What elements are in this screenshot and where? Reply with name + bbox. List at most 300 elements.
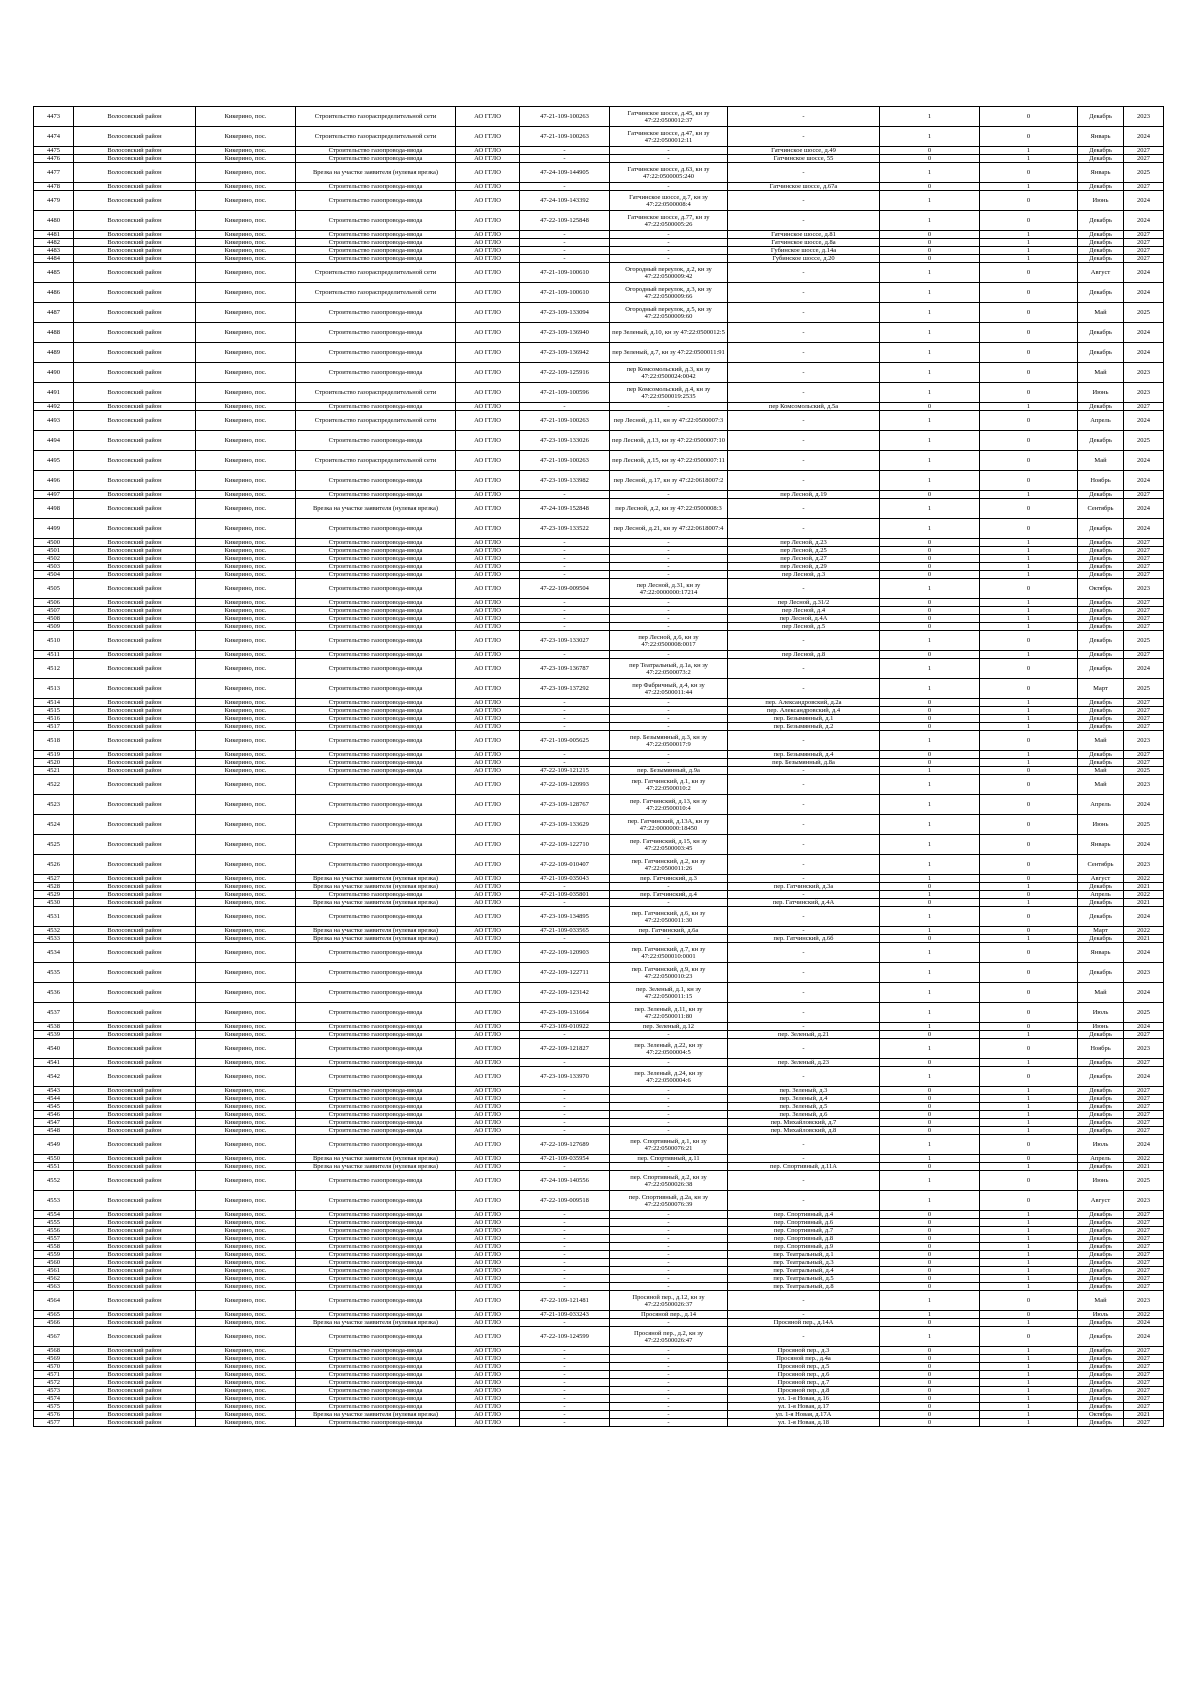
count-done-cell: 1 <box>880 127 980 147</box>
contract-number-cell: 47-22-109-124599 <box>520 1327 610 1347</box>
year-cell: 2024 <box>1124 1327 1164 1347</box>
count-planned-cell: 1 <box>980 699 1078 707</box>
work-type-cell: Строительство газопровода-ввода <box>296 1347 456 1355</box>
table-row <box>34 775 1164 795</box>
count-done-cell: 1 <box>880 1155 980 1163</box>
address-cell: пер. Гатчинский, д.3а <box>728 883 880 891</box>
organization-cell: АО ГГЛО <box>456 1127 520 1135</box>
count-done-cell: 0 <box>880 1387 980 1395</box>
table-row <box>34 547 1164 555</box>
organization-cell: АО ГГЛО <box>456 571 520 579</box>
district-cell: Волосовский район <box>74 855 196 875</box>
count-done-cell: 0 <box>880 707 980 715</box>
settlement-cell: Кикерино, пос. <box>196 191 296 211</box>
row-number: 4485 <box>34 263 74 283</box>
work-type-cell: Строительство газопровода-ввода <box>296 1311 456 1319</box>
contract-number-cell: - <box>520 491 610 499</box>
cadastral-address-cell: - <box>610 1127 728 1135</box>
district-cell: Волосовский район <box>74 1347 196 1355</box>
district-cell: Волосовский район <box>74 815 196 835</box>
address-cell: - <box>728 835 880 855</box>
organization-cell: АО ГГЛО <box>456 147 520 155</box>
month-cell: Декабрь <box>1078 659 1124 679</box>
district-cell: Волосовский район <box>74 563 196 571</box>
count-planned-cell: 1 <box>980 403 1078 411</box>
settlement-cell: Кикерино, пос. <box>196 1275 296 1283</box>
year-cell: 2021 <box>1124 883 1164 891</box>
work-type-cell: Строительство газопровода-ввода <box>296 1031 456 1039</box>
cadastral-address-cell: Просяной пер., д.14 <box>610 1311 728 1319</box>
district-cell: Волосовский район <box>74 1371 196 1379</box>
district-cell: Волосовский район <box>74 571 196 579</box>
table-row <box>34 1291 1164 1311</box>
count-done-cell: 0 <box>880 899 980 907</box>
contract-number-cell: - <box>520 707 610 715</box>
settlement-cell: Кикерино, пос. <box>196 1119 296 1127</box>
organization-cell: АО ГГЛО <box>456 1291 520 1311</box>
cadastral-address-cell: Гатчинское шоссе, д.47, кн зу 47:22:0500012:11 <box>610 127 728 147</box>
settlement-cell: Кикерино, пос. <box>196 907 296 927</box>
address-cell: - <box>728 303 880 323</box>
work-type-cell: Строительство газораспределительной сети <box>296 451 456 471</box>
table-row <box>34 1243 1164 1251</box>
count-done-cell: 0 <box>880 1111 980 1119</box>
work-type-cell: Строительство газопровода-ввода <box>296 659 456 679</box>
table-row <box>34 927 1164 935</box>
month-cell: Декабрь <box>1078 183 1124 191</box>
district-cell: Волосовский район <box>74 1211 196 1219</box>
year-cell: 2027 <box>1124 1103 1164 1111</box>
row-number: 4484 <box>34 255 74 263</box>
contract-number-cell: 47-21-109-100263 <box>520 451 610 471</box>
count-planned-cell: 0 <box>980 1291 1078 1311</box>
organization-cell: АО ГГЛО <box>456 155 520 163</box>
count-planned-cell: 1 <box>980 1371 1078 1379</box>
district-cell: Волосовский район <box>74 1103 196 1111</box>
settlement-cell: Кикерино, пос. <box>196 499 296 519</box>
month-cell: Декабрь <box>1078 107 1124 127</box>
year-cell: 2024 <box>1124 323 1164 343</box>
organization-cell: АО ГГЛО <box>456 191 520 211</box>
month-cell: Декабрь <box>1078 1031 1124 1039</box>
contract-number-cell: 47-22-109-121827 <box>520 1039 610 1059</box>
table-row <box>34 1031 1164 1039</box>
organization-cell: АО ГГЛО <box>456 1023 520 1031</box>
year-cell: 2027 <box>1124 1059 1164 1067</box>
count-planned-cell: 1 <box>980 571 1078 579</box>
contract-number-cell: 47-23-109-136787 <box>520 659 610 679</box>
cadastral-address-cell: Гатчинское шоссе, д.63, кн зу 47:22:0500005:240 <box>610 163 728 183</box>
month-cell: Июль <box>1078 1135 1124 1155</box>
address-cell: - <box>728 1171 880 1191</box>
cadastral-address-cell: - <box>610 1163 728 1171</box>
contract-number-cell: - <box>520 539 610 547</box>
contract-number-cell: - <box>520 1103 610 1111</box>
row-number: 4514 <box>34 699 74 707</box>
contract-number-cell: 47-23-109-133982 <box>520 471 610 491</box>
table-row <box>34 1251 1164 1259</box>
work-type-cell: Строительство газопровода-ввода <box>296 1283 456 1291</box>
count-planned-cell: 0 <box>980 1067 1078 1087</box>
address-cell: пер. Спортивный, д.4 <box>728 1211 880 1219</box>
count-planned-cell: 1 <box>980 1283 1078 1291</box>
count-done-cell: 0 <box>880 231 980 239</box>
settlement-cell: Кикерино, пос. <box>196 1023 296 1031</box>
district-cell: Волосовский район <box>74 1067 196 1087</box>
cadastral-address-cell: - <box>610 651 728 659</box>
count-done-cell: 1 <box>880 431 980 451</box>
work-type-cell: Строительство газопровода-ввода <box>296 539 456 547</box>
year-cell: 2021 <box>1124 899 1164 907</box>
organization-cell: АО ГГЛО <box>456 963 520 983</box>
month-cell: Декабрь <box>1078 1319 1124 1327</box>
district-cell: Волосовский район <box>74 183 196 191</box>
cadastral-address-cell: - <box>610 1419 728 1427</box>
table-row <box>34 1227 1164 1235</box>
row-number: 4475 <box>34 147 74 155</box>
row-number: 4566 <box>34 1319 74 1327</box>
month-cell: Декабрь <box>1078 283 1124 303</box>
count-done-cell: 0 <box>880 1127 980 1135</box>
work-type-cell: Строительство газопровода-ввода <box>296 1363 456 1371</box>
district-cell: Волосовский район <box>74 1363 196 1371</box>
contract-number-cell: 47-23-109-133026 <box>520 431 610 451</box>
year-cell: 2027 <box>1124 231 1164 239</box>
settlement-cell: Кикерино, пос. <box>196 659 296 679</box>
district-cell: Волосовский район <box>74 731 196 751</box>
month-cell: Март <box>1078 679 1124 699</box>
address-cell: Гатчинское шоссе, д.8а <box>728 239 880 247</box>
row-number: 4556 <box>34 1227 74 1235</box>
organization-cell: АО ГГЛО <box>456 1411 520 1419</box>
address-cell: пер. Зеленый, д.3 <box>728 1087 880 1095</box>
month-cell: Декабрь <box>1078 211 1124 231</box>
work-type-cell: Строительство газопровода-ввода <box>296 343 456 363</box>
address-cell: - <box>728 855 880 875</box>
year-cell: 2027 <box>1124 699 1164 707</box>
district-cell: Волосовский район <box>74 1119 196 1127</box>
month-cell: Декабрь <box>1078 1095 1124 1103</box>
settlement-cell: Кикерино, пос. <box>196 383 296 403</box>
count-planned-cell: 1 <box>980 491 1078 499</box>
count-planned-cell: 0 <box>980 431 1078 451</box>
address-cell: - <box>728 943 880 963</box>
year-cell: 2024 <box>1124 451 1164 471</box>
contract-number-cell: 47-24-109-140556 <box>520 1171 610 1191</box>
address-cell: Просяной пер., д.8 <box>728 1387 880 1395</box>
row-number: 4532 <box>34 927 74 935</box>
year-cell: 2027 <box>1124 239 1164 247</box>
settlement-cell: Кикерино, пос. <box>196 579 296 599</box>
cadastral-address-cell: - <box>610 723 728 731</box>
month-cell: Декабрь <box>1078 1067 1124 1087</box>
count-done-cell: 0 <box>880 547 980 555</box>
contract-number-cell: - <box>520 1395 610 1403</box>
cadastral-address-cell: - <box>610 1087 728 1095</box>
count-planned-cell: 1 <box>980 1267 1078 1275</box>
address-cell: - <box>728 451 880 471</box>
work-type-cell: Строительство газопровода-ввода <box>296 231 456 239</box>
cadastral-address-cell: пер. Гатчинский, д.2, кн зу 47:22:0500011:26 <box>610 855 728 875</box>
table-row <box>34 875 1164 883</box>
month-cell: Декабрь <box>1078 1163 1124 1171</box>
year-cell: 2025 <box>1124 431 1164 451</box>
year-cell: 2024 <box>1124 983 1164 1003</box>
count-planned-cell: 0 <box>980 659 1078 679</box>
count-planned-cell: 0 <box>980 927 1078 935</box>
year-cell: 2027 <box>1124 1211 1164 1219</box>
work-type-cell: Строительство газопровода-ввода <box>296 759 456 767</box>
cadastral-address-cell: пер Лесной, д.2, кн зу 47:22:0500008:3 <box>610 499 728 519</box>
organization-cell: АО ГГЛО <box>456 1379 520 1387</box>
organization-cell: АО ГГЛО <box>456 751 520 759</box>
contract-number-cell: 47-23-109-010922 <box>520 1023 610 1031</box>
count-done-cell: 1 <box>880 343 980 363</box>
table-row <box>34 323 1164 343</box>
row-number: 4554 <box>34 1211 74 1219</box>
table-row <box>34 855 1164 875</box>
year-cell: 2027 <box>1124 1259 1164 1267</box>
month-cell: Ноябрь <box>1078 1039 1124 1059</box>
address-cell: - <box>728 431 880 451</box>
organization-cell: АО ГГЛО <box>456 927 520 935</box>
table-row <box>34 411 1164 431</box>
month-cell: Декабрь <box>1078 1243 1124 1251</box>
count-planned-cell: 0 <box>980 795 1078 815</box>
district-cell: Волосовский район <box>74 599 196 607</box>
count-planned-cell: 1 <box>980 1395 1078 1403</box>
month-cell: Декабрь <box>1078 247 1124 255</box>
district-cell: Волосовский район <box>74 1395 196 1403</box>
work-type-cell: Строительство газораспределительной сети <box>296 127 456 147</box>
table-row <box>34 1395 1164 1403</box>
count-done-cell: 0 <box>880 883 980 891</box>
contract-number-cell: 47-22-109-122710 <box>520 835 610 855</box>
month-cell: Декабрь <box>1078 155 1124 163</box>
count-planned-cell: 1 <box>980 1347 1078 1355</box>
contract-number-cell: 47-23-109-128767 <box>520 795 610 815</box>
table-row <box>34 431 1164 451</box>
district-cell: Волосовский район <box>74 343 196 363</box>
year-cell: 2025 <box>1124 1171 1164 1191</box>
organization-cell: АО ГГЛО <box>456 775 520 795</box>
address-cell: - <box>728 343 880 363</box>
month-cell: Январь <box>1078 835 1124 855</box>
row-number: 4559 <box>34 1251 74 1259</box>
organization-cell: АО ГГЛО <box>456 1135 520 1155</box>
organization-cell: АО ГГЛО <box>456 323 520 343</box>
row-number: 4487 <box>34 303 74 323</box>
month-cell: Декабрь <box>1078 1387 1124 1395</box>
work-type-cell: Строительство газопровода-ввода <box>296 1291 456 1311</box>
address-cell: - <box>728 983 880 1003</box>
year-cell: 2023 <box>1124 1191 1164 1211</box>
count-planned-cell: 0 <box>980 191 1078 211</box>
count-planned-cell: 0 <box>980 855 1078 875</box>
contract-number-cell: - <box>520 1211 610 1219</box>
organization-cell: АО ГГЛО <box>456 1251 520 1259</box>
cadastral-address-cell: пер. Гатчинский, д.4 <box>610 891 728 899</box>
work-type-cell: Строительство газопровода-ввода <box>296 599 456 607</box>
cadastral-address-cell: пер. Гатчинский, д.13, кн зу 47:22:0500010:4 <box>610 795 728 815</box>
month-cell: Декабрь <box>1078 935 1124 943</box>
district-cell: Волосовский район <box>74 935 196 943</box>
cadastral-address-cell: - <box>610 1283 728 1291</box>
address-cell: Гатчинское шоссе, 55 <box>728 155 880 163</box>
address-cell: - <box>728 875 880 883</box>
count-done-cell: 1 <box>880 519 980 539</box>
count-planned-cell: 1 <box>980 759 1078 767</box>
work-type-cell: Строительство газопровода-ввода <box>296 555 456 563</box>
organization-cell: АО ГГЛО <box>456 1171 520 1191</box>
district-cell: Волосовский район <box>74 835 196 855</box>
year-cell: 2027 <box>1124 1363 1164 1371</box>
count-done-cell: 1 <box>880 731 980 751</box>
year-cell: 2023 <box>1124 963 1164 983</box>
row-number: 4508 <box>34 615 74 623</box>
cadastral-address-cell: - <box>610 547 728 555</box>
count-done-cell: 1 <box>880 1291 980 1311</box>
cadastral-address-cell: пер. Гатчинский, д.7, кн зу 47:22:0500010:0001 <box>610 943 728 963</box>
month-cell: Декабрь <box>1078 759 1124 767</box>
settlement-cell: Кикерино, пос. <box>196 707 296 715</box>
count-done-cell: 0 <box>880 1119 980 1127</box>
cadastral-address-cell: пер. Спортивный, д.1, кн зу 47:22:0500076:21 <box>610 1135 728 1155</box>
organization-cell: АО ГГЛО <box>456 855 520 875</box>
cadastral-address-cell: пер Лесной, д.21, кн зу 47:22:0618007:4 <box>610 519 728 539</box>
cadastral-address-cell: пер. Зеленый, д.1, кн зу 47:22:0500011:15 <box>610 983 728 1003</box>
work-type-cell: Строительство газопровода-ввода <box>296 571 456 579</box>
district-cell: Волосовский район <box>74 907 196 927</box>
month-cell: Декабрь <box>1078 231 1124 239</box>
district-cell: Волосовский район <box>74 1327 196 1347</box>
work-type-cell: Врезка на участке заявителя (нулевая врезка) <box>296 927 456 935</box>
row-number: 4535 <box>34 963 74 983</box>
cadastral-address-cell: - <box>610 1251 728 1259</box>
count-done-cell: 0 <box>880 615 980 623</box>
count-done-cell: 1 <box>880 983 980 1003</box>
organization-cell: АО ГГЛО <box>456 1327 520 1347</box>
work-type-cell: Строительство газопровода-ввода <box>296 1067 456 1087</box>
contract-number-cell: 47-21-109-100610 <box>520 283 610 303</box>
count-planned-cell: 1 <box>980 715 1078 723</box>
address-cell: Губинское шоссе, д.14а <box>728 247 880 255</box>
district-cell: Волосовский район <box>74 403 196 411</box>
table-row <box>34 1419 1164 1427</box>
count-planned-cell: 1 <box>980 651 1078 659</box>
cadastral-address-cell: - <box>610 1387 728 1395</box>
row-number: 4483 <box>34 247 74 255</box>
year-cell: 2023 <box>1124 855 1164 875</box>
settlement-cell: Кикерино, пос. <box>196 1327 296 1347</box>
year-cell: 2024 <box>1124 659 1164 679</box>
work-type-cell: Строительство газопровода-ввода <box>296 1387 456 1395</box>
work-type-cell: Строительство газораспределительной сети <box>296 411 456 431</box>
contract-number-cell: - <box>520 563 610 571</box>
address-cell: Гатчинское шоссе, д.67а <box>728 183 880 191</box>
cadastral-address-cell: пер Лесной, д.17, кн зу 47:22:0618007:2 <box>610 471 728 491</box>
count-done-cell: 0 <box>880 555 980 563</box>
address-cell: пер. Спортивный, д.9 <box>728 1243 880 1251</box>
address-cell: - <box>728 107 880 127</box>
count-planned-cell: 0 <box>980 731 1078 751</box>
work-type-cell: Строительство газопровода-ввода <box>296 191 456 211</box>
contract-number-cell: - <box>520 1127 610 1135</box>
month-cell: Декабрь <box>1078 555 1124 563</box>
cadastral-address-cell: - <box>610 571 728 579</box>
address-cell: - <box>728 1311 880 1319</box>
count-done-cell: 0 <box>880 239 980 247</box>
cadastral-address-cell: пер Комсомольский, д.3, кн зу 47:22:0500024:0042 <box>610 363 728 383</box>
count-planned-cell: 0 <box>980 323 1078 343</box>
work-type-cell: Строительство газопровода-ввода <box>296 491 456 499</box>
contract-number-cell: - <box>520 623 610 631</box>
district-cell: Волосовский район <box>74 1379 196 1387</box>
count-done-cell: 1 <box>880 855 980 875</box>
district-cell: Волосовский район <box>74 1031 196 1039</box>
year-cell: 2024 <box>1124 191 1164 211</box>
table-row <box>34 239 1164 247</box>
year-cell: 2027 <box>1124 1119 1164 1127</box>
row-number: 4542 <box>34 1067 74 1087</box>
settlement-cell: Кикерино, пос. <box>196 431 296 451</box>
work-type-cell: Строительство газопровода-ввода <box>296 431 456 451</box>
cadastral-address-cell: Гатчинское шоссе, д.7, кн зу 47:22:0500008:4 <box>610 191 728 211</box>
district-cell: Волосовский район <box>74 943 196 963</box>
address-cell: - <box>728 1327 880 1347</box>
organization-cell: АО ГГЛО <box>456 651 520 659</box>
address-cell: - <box>728 363 880 383</box>
organization-cell: АО ГГЛО <box>456 1319 520 1327</box>
table-row <box>34 471 1164 491</box>
row-number: 4498 <box>34 499 74 519</box>
organization-cell: АО ГГЛО <box>456 899 520 907</box>
district-cell: Волосовский район <box>74 1355 196 1363</box>
row-number: 4543 <box>34 1087 74 1095</box>
count-planned-cell: 1 <box>980 1387 1078 1395</box>
year-cell: 2027 <box>1124 1395 1164 1403</box>
row-number: 4521 <box>34 767 74 775</box>
month-cell: Октябрь <box>1078 1411 1124 1419</box>
organization-cell: АО ГГЛО <box>456 1103 520 1111</box>
count-done-cell: 1 <box>880 927 980 935</box>
contract-number-cell: 47-22-109-121481 <box>520 1291 610 1311</box>
address-cell: Просяной пер., д.5 <box>728 1363 880 1371</box>
address-cell: Просяной пер., д.7 <box>728 1379 880 1387</box>
work-type-cell: Строительство газопровода-ввода <box>296 403 456 411</box>
settlement-cell: Кикерино, пос. <box>196 1135 296 1155</box>
table-row <box>34 679 1164 699</box>
cadastral-address-cell: пер Фабричный, д.4, кн зу 47:22:0500011:44 <box>610 679 728 699</box>
organization-cell: АО ГГЛО <box>456 1395 520 1403</box>
count-done-cell: 0 <box>880 571 980 579</box>
work-type-cell: Строительство газопровода-ввода <box>296 679 456 699</box>
address-cell: - <box>728 679 880 699</box>
table-row <box>34 1163 1164 1171</box>
district-cell: Волосовский район <box>74 579 196 599</box>
district-cell: Волосовский район <box>74 155 196 163</box>
cadastral-address-cell: Просяной пер., д.2, кн зу 47:22:0500026:47 <box>610 1327 728 1347</box>
row-number: 4528 <box>34 883 74 891</box>
work-type-cell: Строительство газопровода-ввода <box>296 1235 456 1243</box>
work-type-cell: Врезка на участке заявителя (нулевая врезка) <box>296 499 456 519</box>
year-cell: 2027 <box>1124 607 1164 615</box>
district-cell: Волосовский район <box>74 699 196 707</box>
count-done-cell: 1 <box>880 875 980 883</box>
month-cell: Декабрь <box>1078 403 1124 411</box>
contract-number-cell: - <box>520 239 610 247</box>
year-cell: 2023 <box>1124 107 1164 127</box>
